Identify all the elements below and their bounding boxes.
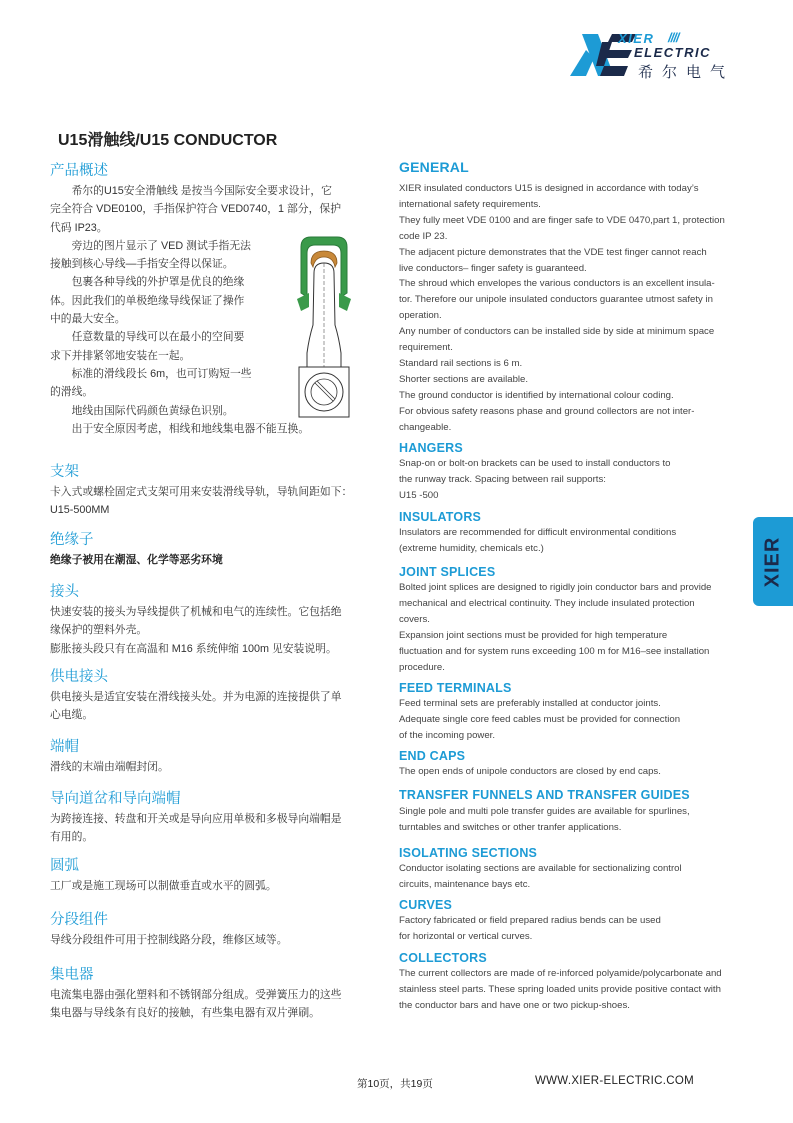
curves-section bbox=[399, 898, 741, 945]
transfer-heading-cn: 导向道岔和导向端帽 bbox=[50, 791, 181, 807]
general-section bbox=[399, 159, 741, 436]
curves-heading: CURVES bbox=[399, 898, 453, 912]
joints-line3-cn: 膨胀接头段只有在高温和 M16 系统伸缩 100m 见安装说明。 bbox=[50, 642, 337, 655]
general-line: The ground conductor is identified by international colour coding. bbox=[399, 389, 674, 401]
logo-electric-text: ELECTRIC bbox=[634, 45, 711, 60]
transfer-line: turntables and switches or other tranfer applications. bbox=[399, 821, 622, 833]
overview-p2: 旁边的图片显示了 VED 测试手指无法 bbox=[71, 239, 251, 252]
transfer-section-cn bbox=[50, 787, 368, 847]
transfer-line: Single pole and multi pole transfer guides are available for spurlines, bbox=[399, 806, 690, 817]
overview-p4: 任意数量的导线可以在最小的空间要 bbox=[71, 331, 245, 344]
collectors-line1-cn: 电流集电器由强化塑料和不锈钢部分组成。受弹簧压力的这些 bbox=[50, 989, 342, 1001]
insulators-line: (extreme humidity, chemicals etc.) bbox=[399, 542, 544, 554]
overview-p1: 希尔的U15安全滑触线 是按当今国际安全要求设计，它 bbox=[71, 185, 332, 197]
curves-section-cn bbox=[50, 854, 368, 895]
insulators-heading-cn: 绝缘子 bbox=[50, 532, 94, 548]
general-line: live conductors– finger safety is guaranteed. bbox=[399, 262, 587, 274]
transfer-line1-cn: 为跨接连接、转盘和开关或是导向应用单极和多极导向端帽是 bbox=[50, 813, 342, 825]
isolating-section bbox=[399, 846, 741, 893]
joints-heading: JOINT SPLICES bbox=[399, 565, 496, 579]
general-heading: GENERAL bbox=[399, 159, 469, 175]
general-line: requirement. bbox=[399, 342, 453, 354]
general-line: For obvious safety reasons phase and ground collectors are not inter- bbox=[399, 405, 695, 417]
hangers-section-cn bbox=[50, 460, 368, 520]
isolating-heading: ISOLATING SECTIONS bbox=[399, 846, 538, 860]
feed-section-cn bbox=[50, 665, 368, 725]
general-line: international safety requirements. bbox=[399, 198, 541, 210]
logo-xier-text: XIER bbox=[618, 31, 655, 46]
hangers-line: the runway track. Spacing between rail supports: bbox=[399, 473, 606, 485]
collectors-line: stainless steel parts. These spring loaded units provide positive contact with bbox=[399, 983, 721, 995]
collectors-line: the conductor bars and have one or two pickup-shoes. bbox=[399, 999, 630, 1011]
hangers-heading: HANGERS bbox=[399, 441, 463, 455]
hangers-line: Snap-on or bolt-on brackets can be used to install conductors to bbox=[399, 458, 671, 469]
hangers-line2-cn: U15-500MM bbox=[50, 504, 110, 517]
overview-p3c: 中的最大安全。 bbox=[50, 313, 126, 326]
website-url: WWW.XIER-ELECTRIC.COM bbox=[535, 1075, 694, 1087]
general-line: The adjacent picture demonstrates that the VDE test finger cannot reach bbox=[399, 246, 707, 258]
endcaps-line: The open ends of unipole conductors are closed by end caps. bbox=[399, 766, 661, 777]
hangers-line: U15 -500 bbox=[399, 489, 439, 501]
feed-line: Adequate single core feed cables must be provided for connection bbox=[399, 713, 681, 725]
collectors-line: The current collectors are made of re-inforced polyamide/polycarbonate and bbox=[399, 968, 722, 979]
general-line: Shorter sections are available. bbox=[399, 373, 529, 385]
isolating-line1-cn: 导线分段组件可用于控制线路分段，维修区域等。 bbox=[50, 934, 288, 946]
transfer-section bbox=[399, 788, 741, 836]
collectors-heading-cn: 集电器 bbox=[50, 967, 94, 983]
endcaps-line1-cn: 滑线的末端由端帽封闭。 bbox=[50, 761, 169, 773]
general-line: They fully meet VDE 0100 and are finger safe to VDE 0470,part 1, protection bbox=[399, 214, 725, 226]
overview-p1c: 代码 IP23。 bbox=[50, 221, 108, 234]
insulators-heading: INSULATORS bbox=[399, 510, 482, 524]
overview-p1b: 完全符合 VDE0100，手指保护符合 VED0740，1 部分，保护 bbox=[50, 203, 341, 216]
general-line: Standard rail sections is 6 m. bbox=[399, 357, 523, 369]
insulators-section bbox=[399, 510, 741, 557]
transfer-line2-cn: 有用的。 bbox=[50, 831, 94, 844]
general-line: operation. bbox=[399, 310, 442, 322]
side-brand-tab bbox=[753, 517, 793, 606]
joints-line: fluctuation and for system runs exceeding 100 m for M16–see installation bbox=[399, 645, 710, 657]
general-line: XIER insulated conductors U15 is designed in accordance with today’s bbox=[399, 183, 699, 194]
general-line: tor. Therefore our unipole insulated conductors guarantee utmost safety in bbox=[399, 294, 713, 306]
hangers-line1-cn: 卡入式或螺栓固定式支架可用来安装滑线导轨，导轨间距如下： bbox=[50, 486, 353, 498]
collectors-section-cn bbox=[50, 963, 368, 1023]
endcaps-section-cn bbox=[50, 735, 368, 776]
general-body bbox=[399, 181, 741, 436]
joints-line2-cn: 缘保护的塑料外壳。 bbox=[50, 624, 148, 637]
logo-slashes: //// bbox=[668, 30, 679, 45]
feed-section bbox=[399, 681, 741, 744]
joints-line: Expansion joint sections must be provided for high temperature bbox=[399, 629, 668, 641]
joints-line: procedure. bbox=[399, 661, 445, 673]
page-title: U15滑触线/U15 CONDUCTOR bbox=[58, 132, 278, 149]
joints-line: Bolted joint splices are designed to rigidly join conductor bars and provide bbox=[399, 582, 712, 593]
feed-heading: FEED TERMINALS bbox=[399, 681, 512, 695]
overview-p6: 地线由国际代码颜色黄绿色识别。 bbox=[71, 404, 234, 417]
hangers-section bbox=[399, 441, 741, 504]
feed-heading-cn: 供电接头 bbox=[50, 669, 108, 685]
isolating-line: circuits, maintenance bays etc. bbox=[399, 878, 531, 890]
general-line: changeable. bbox=[399, 421, 452, 433]
general-line: Any number of conductors can be installed side by side at minimum space bbox=[399, 326, 715, 338]
isolating-section-cn bbox=[50, 908, 368, 949]
isolating-line: Conductor isolating sections are available for sectionalizing control bbox=[399, 863, 682, 874]
conductor-cross-section-diagram bbox=[295, 233, 353, 423]
page-number: 第10页，共19页 bbox=[357, 1078, 433, 1090]
isolating-heading-cn: 分段组件 bbox=[50, 912, 108, 928]
endcaps-section bbox=[399, 749, 741, 780]
overview-p4b: 求下并排紧邻地安装在一起。 bbox=[50, 349, 191, 362]
endcaps-heading-cn: 端帽 bbox=[50, 739, 79, 755]
insulators-line1-cn: 绝缘子被用在潮湿、化学等恶劣环境 bbox=[50, 554, 223, 566]
overview-heading: 产品概述 bbox=[50, 163, 108, 179]
overview-p2b: 接触到核心导线—手指安全得以保证。 bbox=[50, 258, 234, 271]
overview-p3: 包裹各种导线的外护罩是优良的绝缘 bbox=[71, 276, 245, 289]
curves-heading-cn: 圆弧 bbox=[50, 858, 79, 874]
endcaps-heading: END CAPS bbox=[399, 749, 466, 763]
feed-line2-cn: 心电缆。 bbox=[50, 709, 94, 722]
company-logo bbox=[568, 30, 738, 84]
joints-line: mechanical and electrical continuity. They include insulated protection bbox=[399, 597, 695, 609]
collectors-line2-cn: 集电器与导线条有良好的接触，有些集电器有双片弹刷。 bbox=[50, 1007, 320, 1020]
collectors-section bbox=[399, 951, 741, 1014]
feed-line1-cn: 供电接头是适宜安装在滑线接头处。并为电源的连接提供了单 bbox=[50, 691, 342, 703]
curves-line1-cn: 工厂或是施工现场可以制做垂直或水平的圆弧。 bbox=[50, 880, 277, 892]
overview-p7: 出于安全原因考虑，相线和地线集电器不能互换。 bbox=[71, 422, 310, 435]
collectors-heading: COLLECTORS bbox=[399, 951, 487, 965]
curves-line: for horizontal or vertical curves. bbox=[399, 930, 533, 942]
feed-line: Feed terminal sets are preferably installed at conductor joints. bbox=[399, 698, 661, 709]
hangers-heading-cn: 支架 bbox=[50, 464, 79, 480]
overview-p5: 标准的滑线段长 6m，也可订购短一些 bbox=[71, 367, 252, 380]
feed-line: of the incoming power. bbox=[399, 729, 495, 741]
logo-chinese-text: 希尔电气 bbox=[638, 64, 735, 81]
general-line: code IP 23. bbox=[399, 230, 448, 242]
joints-line: covers. bbox=[399, 613, 430, 625]
joints-line1-cn: 快速安装的接头为导线提供了机械和电气的连续性。它包括绝 bbox=[50, 606, 342, 618]
insulators-section-cn bbox=[50, 528, 368, 569]
joints-section-cn bbox=[50, 580, 368, 658]
curves-line: Factory fabricated or field prepared radius bends can be used bbox=[399, 915, 661, 926]
transfer-heading: TRANSFER FUNNELS AND TRANSFER GUIDES bbox=[399, 788, 690, 802]
overview-p5b: 的滑线。 bbox=[50, 386, 94, 399]
side-tab-label: XIER bbox=[761, 536, 784, 587]
general-line: The shroud which envelopes the various conductors is an excellent insula- bbox=[399, 278, 715, 290]
insulators-line: Insulators are recommended for difficult environmental conditions bbox=[399, 527, 677, 538]
joints-heading-cn: 接头 bbox=[50, 584, 79, 600]
joints-section bbox=[399, 565, 741, 675]
overview-p3b: 体。因此我们的单极绝缘导线保证了操作 bbox=[50, 294, 245, 307]
